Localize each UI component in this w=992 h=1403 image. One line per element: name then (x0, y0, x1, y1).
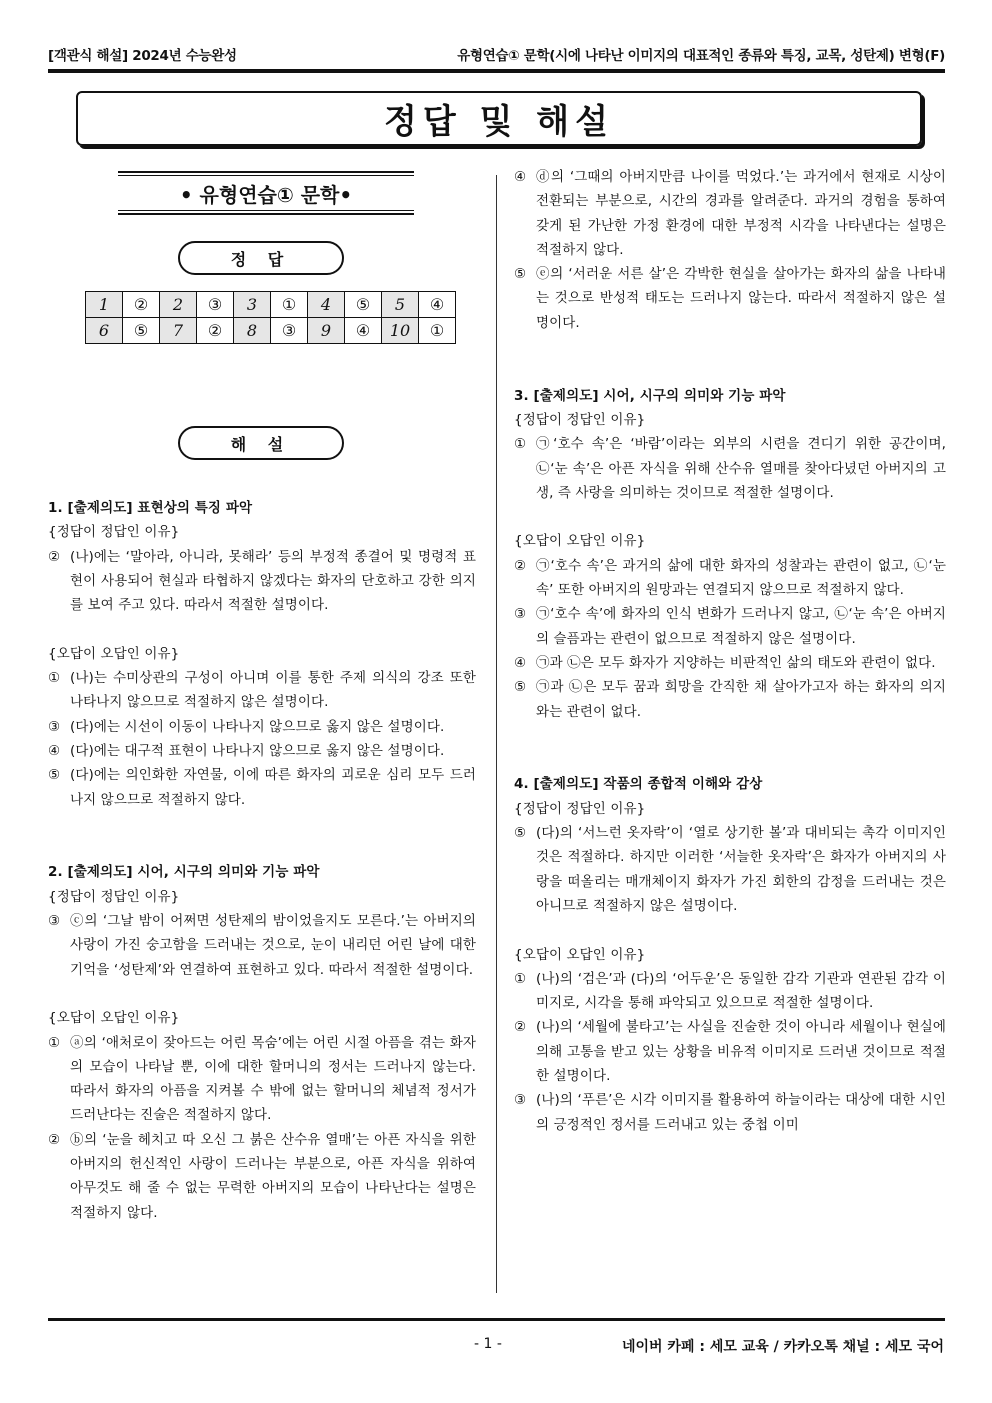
choice-number: ③ (514, 606, 527, 623)
answer-question-number: 7 (160, 318, 197, 344)
q2-continued (514, 165, 946, 384)
q3-correct-list (514, 432, 946, 505)
q1-wrong-label: {오답이 오답인 이유} (48, 645, 180, 662)
answer-question-number: 2 (160, 292, 197, 318)
q2-wrong-list-left (48, 1031, 476, 1225)
q2-correct-label: {정답이 정답인 이유} (48, 888, 180, 905)
answer-choice: ④ (419, 292, 456, 318)
explanation-item (514, 554, 946, 603)
explanation-text: (다)에는 대구적 표현이 나타나지 않으므로 옳지 않은 설명이다. (70, 742, 445, 759)
q1-block (48, 496, 476, 860)
choice-number: ⑤ (514, 266, 527, 283)
choice-number: ④ (48, 742, 61, 759)
answer-question-number: 1 (86, 292, 123, 318)
explanation-text: (나)의 ‘푸른’은 시각 이미지를 활용하여 하늘이라는 대상에 대한 시인의 긍정적인 정서를 드러내고 있는 중첩 이미 (536, 1092, 946, 1133)
explanation-text: ⓐ의 ‘애처로이 잦아드는 어린 목숨’에는 어린 시절 아픔을 겪는 화자의 모습이 나타날 뿐, 이에 대한 할머니의 정서는 드러나지 않는다. 따라서 화자의 아픔을 지켜볼 수 밖에 없는 할머니의 체념적 정서가 드러난다는 진술은 적절하지 않다. (70, 1034, 476, 1124)
explanation-item (514, 602, 946, 651)
answer-choice: ② (197, 318, 234, 344)
q4-heading: 4. [출제의도] 작품의 종합적 이해와 감상 (514, 776, 763, 793)
explanation-text: (다)에는 시선이 이동이 나타나지 않으므로 옳지 않은 설명이다. (70, 718, 445, 735)
q2-block (48, 860, 476, 1224)
explanation-item (48, 763, 476, 812)
answer-label-pill (178, 241, 344, 275)
section-banner-label: • 유형연습① 문학• (179, 182, 353, 207)
q1-heading: 1. [출제의도] 표현상의 특징 파악 (48, 500, 253, 516)
choice-number: ② (514, 557, 527, 574)
explanation-text: ㉠‘호수 속’은 ‘바람’이라는 외부의 시련을 견디기 위한 공간이며, ㉡‘눈 속’은 아픈 자식을 위해 산수유 열매를 찾아다녔던 아버지의 고생, 즉 사랑을 의미하는 것이므로 적절한 설명이다. (536, 436, 946, 501)
answer-row (86, 292, 456, 318)
choice-number: ③ (48, 718, 61, 735)
explanation-item (48, 715, 476, 739)
page-header (48, 44, 945, 70)
footer-credit: 네이버 카페 : 세모 교육 / 카카오톡 채널 : 세모 국어 (621, 1339, 944, 1355)
explanation-item (514, 967, 946, 1016)
choice-number: ③ (48, 913, 61, 930)
section-banner (118, 171, 414, 215)
explanation-text: ㉠과 ㉡은 모두 꿈과 희망을 간직한 채 살아가고자 하는 화자의 의지와는 관련이 없다. (536, 679, 946, 720)
page-title: 정답 및 해설 (384, 102, 614, 142)
answer-question-number: 3 (234, 292, 271, 318)
explain-label-pill (178, 426, 344, 460)
q3-wrong-list (514, 554, 946, 724)
explain-label: 해 설 (230, 434, 292, 454)
explanation-item (514, 432, 946, 505)
explanation-text: ㉠‘호수 속’은 과거의 삶에 대한 화자의 성찰과는 관련이 없고, ㉡‘눈 속’ 또한 아버지의 원망과는 연결되지 않으므로 적절하지 않다. (536, 557, 946, 599)
explanation-text: ㉠‘호수 속’에 화자의 인식 변화가 드러나지 않고, ㉡‘눈 속’은 아버지의 슬픔과는 관련이 없으므로 적절하지 않은 설명이다. (536, 606, 946, 647)
choice-number: ⑤ (514, 679, 527, 696)
explanation-item (48, 666, 476, 715)
q3-wrong-label: {오답이 오답인 이유} (514, 533, 646, 550)
explanation-text: (다)에는 의인화한 자연물, 이에 따른 화자의 괴로운 심리 모두 드러나지 않으므로 적절하지 않다. (70, 767, 476, 808)
answer-choice: ② (123, 292, 160, 318)
choice-number: ① (48, 1034, 61, 1051)
q2-wrong-label: {오답이 오답인 이유} (48, 1010, 180, 1027)
q4-correct-label: {정답이 정답인 이유} (514, 800, 646, 817)
explanation-text: ⓑ의 ‘눈을 헤치고 따 오신 그 붉은 산수유 열매’는 아픈 자식을 위한 아버지의 헌신적인 사랑이 드러나는 부분으로, 아픈 자식을 위하여 아무것도 해 줄 수 없는 무력한 아버지의 모습이 나타난다는 설명은 적절하지 않다. (70, 1131, 476, 1221)
explanation-item (48, 545, 476, 618)
explanation-item (48, 909, 476, 982)
q2-wrong-list-right (514, 165, 946, 335)
choice-number: ④ (514, 654, 527, 671)
right-column (514, 165, 946, 1137)
explanation-text: (나)에는 ‘말아라, 아니라, 못해라’ 등의 부정적 종결어 및 명령적 표현이 사용되어 현실과 타협하지 않겠다는 화자의 단호하고 강한 의지를 보여 주고 있다. 따라서 적절한 설명이다. (70, 548, 476, 614)
answer-choice: ① (271, 292, 308, 318)
explanation-text: (나)의 ‘검은’과 (다)의 ‘어두운’은 동일한 감각 기관과 연관된 감각 이미지로, 시각을 통해 파악되고 있으므로 적절한 설명이다. (536, 970, 946, 1012)
answer-question-number: 8 (234, 318, 271, 344)
answer-question-number: 9 (308, 318, 345, 344)
explanation-text: (다)의 ‘서느런 옷자락’이 ‘열로 상기한 볼’과 대비되는 촉각 이미지인 것은 적절하다. 하지만 이러한 ‘서늘한 옷자락’은 화자가 아버지의 사랑을 떠올리는 매개체이지 화자가 가진 회한의 감정을 드러내는 것은 아니므로 적절하지 않은 설명이다. (536, 825, 946, 914)
choice-number: ④ (514, 169, 527, 185)
explanation-item (48, 739, 476, 763)
answer-question-number: 6 (86, 318, 123, 344)
q1-correct-label: {정답이 정답인 이유} (48, 524, 180, 541)
answer-question-number: 5 (382, 292, 419, 318)
explanation-text: ㉠과 ㉡은 모두 화자가 지양하는 비판적인 삶의 태도와 관련이 없다. (536, 654, 936, 671)
q3-correct-label: {정답이 정답인 이유} (514, 411, 646, 428)
header-rule (48, 69, 945, 73)
choice-number: ⑤ (48, 767, 61, 784)
q3-heading: 3. [출제의도] 시어, 시구의 의미와 기능 파악 (514, 387, 786, 404)
explanation-item (514, 675, 946, 724)
choice-number: ② (48, 1131, 61, 1148)
explanation-text: ⓔ의 ‘서러운 서른 살’은 각박한 현실을 살아가는 화자의 삶을 나타내는 것으로 반성적 태도는 드러나지 않는다. 따라서 적절하지 않은 설명이다. (536, 266, 946, 331)
explanation-item (48, 1031, 476, 1128)
choice-number: ③ (514, 1092, 527, 1109)
choice-number: ① (48, 670, 61, 687)
left-column (48, 165, 476, 1225)
explanation-item (514, 1015, 946, 1088)
answer-label: 정 답 (230, 249, 292, 269)
answer-row (86, 318, 456, 344)
q4-wrong-label: {오답이 오답인 이유} (514, 946, 646, 963)
answer-choice: ⑤ (123, 318, 160, 344)
explanation-item (514, 165, 946, 262)
choice-number: ⑤ (514, 825, 527, 842)
answer-table (85, 291, 456, 344)
answer-choice: ③ (197, 292, 234, 318)
choice-number: ② (48, 548, 61, 565)
answer-choice: ⑤ (345, 292, 382, 318)
q4-wrong-list (514, 967, 946, 1137)
q4-correct-list (514, 821, 946, 918)
explanation-item (514, 651, 946, 675)
q1-correct-list (48, 545, 476, 618)
footer-rule (48, 1318, 945, 1321)
choice-number: ① (514, 970, 527, 987)
q3-block (514, 384, 946, 773)
title-box (76, 91, 922, 146)
column-divider (496, 175, 497, 1293)
explanation-text: ⓒ의 ‘그날 밤이 어쩌면 성탄제의 밤이었을지도 모른다.’는 아버지의 사랑이 가진 숭고함을 드러내는 것으로, 눈이 내리던 어린 날에 대한 기억을 ‘성탄제’와 연결하여 표현하고 있다. 따라서 적절한 설명이다. (70, 913, 476, 978)
explanation-text: ⓓ의 ‘그때의 아버지만큼 나이를 먹었다.’는 과거에서 현재로 시상이 전환되는 부분으로, 시간의 경과를 알려준다. 과거의 경험을 통하여 갖게 된 가난한 가정 환경에 대한 부정적 시각을 나타낸다는 설명은 적절하지 않다. (536, 169, 946, 258)
explanation-item (514, 821, 946, 918)
page-number: - 1 - (474, 1336, 502, 1352)
q2-correct-list (48, 909, 476, 982)
choice-number: ② (514, 1019, 527, 1036)
answer-choice: ③ (271, 318, 308, 344)
explanation-item (514, 262, 946, 335)
explanation-text: (나)의 ‘세월에 불타고’는 사실을 진술한 것이 아니라 세월이나 현실에 의해 고통을 받고 있는 상황을 비유적 이미지로 드러낸 것이므로 적절한 설명이다. (536, 1019, 946, 1084)
answer-question-number: 4 (308, 292, 345, 318)
choice-number: ① (514, 436, 527, 453)
answer-choice: ④ (345, 318, 382, 344)
explanation-item (48, 1128, 476, 1225)
q1-wrong-list (48, 666, 476, 812)
q2-heading: 2. [출제의도] 시어, 시구의 의미와 기능 파악 (48, 864, 320, 881)
q4-block (514, 772, 946, 1136)
header-left: [객관식 해설] 2024년 수능완성 (48, 48, 237, 64)
answer-question-number: 10 (382, 318, 419, 344)
header-right: 유형연습① 문학(시에 나타난 이미지의 대표적인 종류와 특징, 교목, 성탄제) 변형(F) (457, 48, 945, 64)
answer-choice: ① (419, 318, 456, 344)
explanation-item (514, 1088, 946, 1137)
explanation-text: (나)는 수미상관의 구성이 아니며 이를 통한 주제 의식의 강조 또한 나타나지 않으므로 적절하지 않은 설명이다. (70, 670, 476, 711)
